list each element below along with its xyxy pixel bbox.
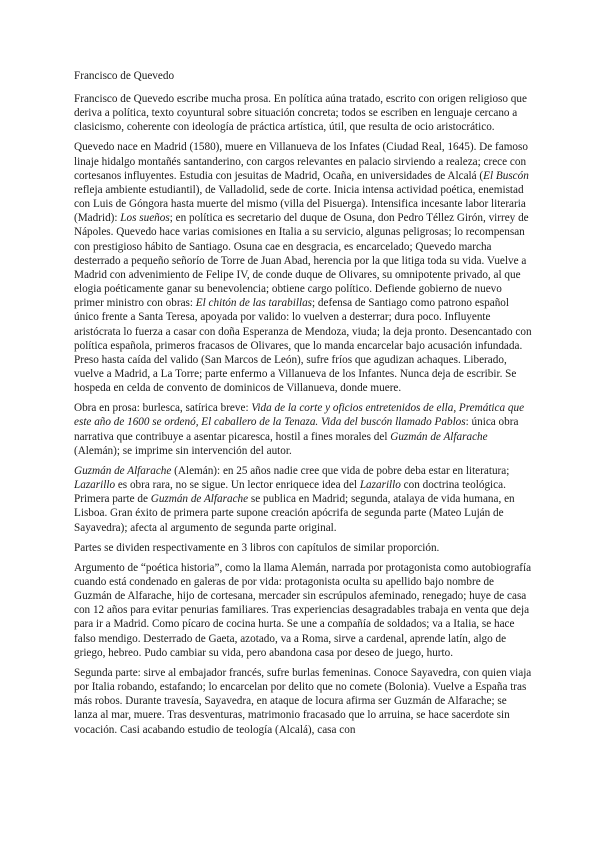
paragraph-text: es obra rara, no se sigue. Un lector enriquece idea del [115, 479, 360, 492]
italic-title-text: Vida de la corte y oficios entretenidos de ella, Premática que este año de 1600 se ordenó, El caballero de la Tenaza. Vida del buscón llamado Pablos [74, 402, 525, 429]
italic-title-text: El chitón de las tarabillas [195, 297, 313, 310]
document-title: Francisco de Quevedo [74, 70, 175, 82]
italic-title-text: Lazarillo [74, 479, 116, 492]
paragraph-text: ; defensa de Santiago como patrono español único frente a Santa Teresa, apoyada por valido: lo vuelven a desterrar; dura poco. Influyente aristócrata lo fuerza a casar con doña Esperanza de Mendoza, viuda; la deja pronto. Desencantado con política española, primeros fracasos de Olivares, que lo manda encarcelar bajo acusación infundada. Preso hasta caída del valido (San Marcos de León), sufre fríos que agudizan achaques. Liberado, vuelve a Madrid, a La Torre; parte enfermo a Villanueva de los Infantes. Nunca deja de escribir. Se hospeda en celda de convento de dominicos de Villanueva, donde muere. [74, 297, 532, 395]
paragraph-text: Argumento de “poética historia”, como la llama Alemán, narrada por protagonista como autobiografía cuando está condenado en galeras de por vida: protagonista oculta su apellido bajo nombre de Guzmán de Alfarache, hijo de cortesana, mercader sin escrúpulos afeminado, renegado; huye de casa con 12 años para evitar penurias familiares. Tras experiencias desagradables trabaja en venta que deja para ir a Madrid. Como pícaro de cocina hurta. Se une a compañía de soldados; va a Italia, se hace falso mendigo. Desterrado de Gaeta, azotado, va a Roma, sirve a cardenal, aprende latín, algo de griego, hebreo. Pudo cambiar su vida, pero abandona casa por deseo de juego, hurto. [74, 561, 532, 659]
paragraph-text: refleja ambiente estudiantil), de Valladolid, sede de corte. Inicia intensa actividad poética, enemistad con Luis de Góngora hasta muerte del mismo (villa del Pisuerga). Intensifica incesante labor literaria (Madrid): [74, 183, 526, 225]
paragraph-text: Partes se dividen respectivamente en 3 libros con capítulos de similar proporción. [74, 541, 440, 554]
paragraph-2 [74, 140, 532, 395]
italic-title-text: El Buscón [483, 169, 529, 182]
paragraph-text: Francisco de Quevedo escribe mucha prosa. En política aúna tratado, escrito con origen religioso que deriva a política, texto coyuntural sobre situación concreta; todos se escriben en lenguaje cercano a clasicismo, coherente con ideología de práctica artística, útil, que resulta de ocio aristocrático. [74, 93, 527, 134]
paragraph-text: Obra en prosa: burlesca, satírica breve: [74, 402, 252, 415]
paragraph-text: Quevedo nace en Madrid (1580), muere en Villanueva de los Infates (Ciudad Real, 1645). De famoso linaje hidalgo montañés santanderino, con cargos relevantes en palacio sirviendo a realeza; crece con cortesanos influyentes. Estudia con jesuitas de Madrid, Ocaña, en universidades de Alcalá ( [74, 141, 528, 182]
document-body [74, 92, 532, 737]
paragraph-4 [74, 464, 532, 535]
paragraph-text: con doctrina teológica. Primera parte de [74, 479, 506, 506]
italic-title-text: Lazarillo [359, 479, 401, 492]
italic-title-text: Guzmán de Alfarache [74, 464, 172, 477]
paragraph-6 [74, 561, 532, 660]
paragraph-text: ; en política es secretario del duque de Osuna, don Pedro Téllez Girón, virrey de Nápoles. Quevedo hace varias comisiones en Italia a su servicio, algunas peligrosas; lo recompensan con prestigioso hábito de Santiago. Osuna cae en desgracia, es encarcelado; Quevedo marcha desterrado a pequeño señorío de Torre de Juan Abad, herencia por la que litiga toda su vida. Vuelve a Madrid con advenimiento de Felipe IV, de conde duque de Olivares, su omnipotente privado, al que elogia poéticamente ganar su benevolencia; obtiene cargo político. Defiende gobierno de nuevo primer ministro con obras: [74, 212, 529, 310]
paragraph-text: (Alemán): en 25 años nadie cree que vida de pobre deba estar en literatura; [171, 464, 510, 477]
paragraph-1 [74, 92, 532, 134]
italic-title-text: Guzmán de Alfarache [390, 430, 488, 443]
paragraph-text: : única obra narrativa que contribuye a asentar picaresca, hostil a fines morales del [74, 416, 519, 443]
paragraph-5 [74, 541, 532, 555]
italic-title-text: Guzmán de Alfarache [150, 493, 249, 506]
paragraph-7 [74, 666, 532, 737]
italic-title-text: Los sueños [120, 212, 170, 225]
paragraph-3 [74, 401, 532, 458]
paragraph-text: (Alemán); se imprime sin intervención del autor. [74, 444, 292, 457]
paragraph-text: Segunda parte: sirve al embajador francés, sufre burlas femeninas. Conoce Sayavedra, con quien viaja por Italia robando, estafando; lo encarcelan por delito que no comete (Bolonia). Vuelve a España tras más robos. Durante travesía, Sayavedra, en ataque de locura afirma ser Guzmán de Alfarache; se lanza al mar, muere. Tras desventuras, matrimonio fracasado que lo arruina, se hace sacerdote sin vocación. Casi acabando estudio de teología (Alcalá), casa con [74, 666, 532, 736]
paragraph-text: se publica en Madrid; segunda, atalaya de vida humana, en Lisboa. Gran éxito de primera parte supone creación apócrifa de segunda parte (Mateo Luján de Sayavedra); afecta al argumento de segunda parte original. [74, 493, 515, 534]
